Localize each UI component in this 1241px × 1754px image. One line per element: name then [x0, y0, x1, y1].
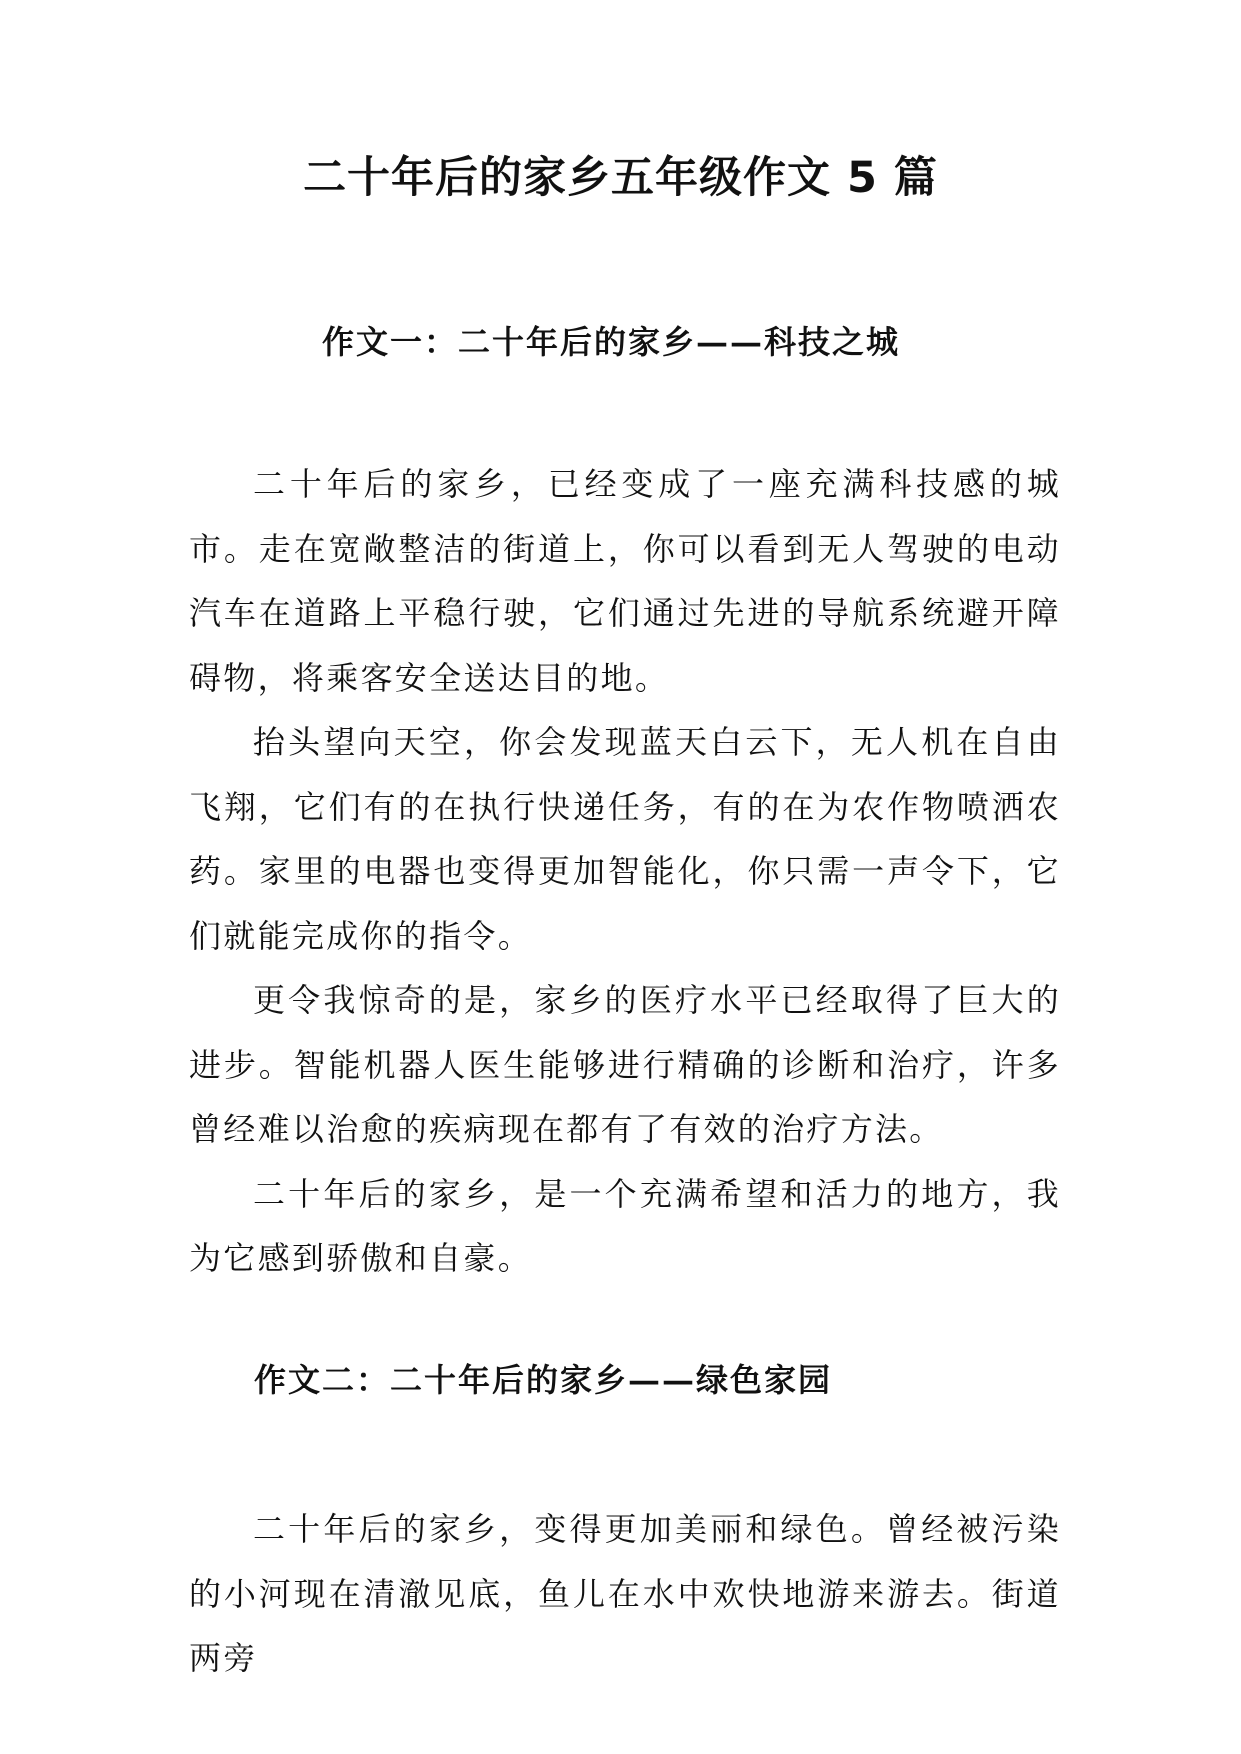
essay-2-body	[189, 1497, 1061, 1691]
essay-1-body	[189, 452, 1061, 1291]
essay-2-paragraph-1: 二十年后的家乡，变得更加美丽和绿色。曾经被污染的小河现在清澈见底，鱼儿在水中欢快地游来游去。街道两旁	[189, 1510, 1061, 1677]
essay-1-paragraph-3: 更令我惊奇的是，家乡的医疗水平已经取得了巨大的进步。智能机器人医生能够进行精确的诊断和治疗，许多曾经难以治愈的疾病现在都有了有效的治疗方法。	[189, 981, 1061, 1148]
essay-1-paragraph-4: 二十年后的家乡，是一个充满希望和活力的地方，我为它感到骄傲和自豪。	[189, 1174, 1061, 1277]
essay-1-paragraph-1: 二十年后的家乡，已经变成了一座充满科技感的城市。走在宽敞整洁的街道上，你可以看到无人驾驶的电动汽车在道路上平稳行驶，它们通过先进的导航系统避开障碍物，将乘客安全送达目的地。	[189, 465, 1061, 697]
essay-1-heading: 作文一：二十年后的家乡——科技之城	[322, 323, 901, 361]
essay-2-heading: 作文二：二十年后的家乡——绿色家园	[254, 1361, 833, 1399]
document-title: 二十年后的家乡五年级作文 5 篇	[303, 153, 938, 203]
essay-1-paragraph-2: 抬头望向天空，你会发现蓝天白云下，无人机在自由飞翔，它们有的在执行快递任务，有的在为农作物喷洒农药。家里的电器也变得更加智能化，你只需一声令下，它们就能完成你的指令。	[189, 723, 1061, 955]
